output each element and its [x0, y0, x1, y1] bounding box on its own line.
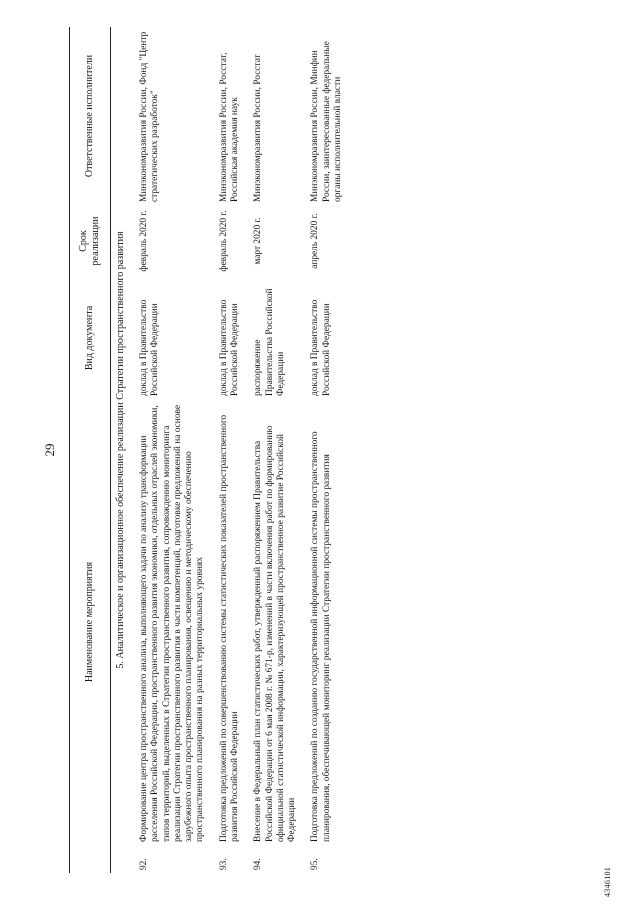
deadline: апрель 2020 г.: [310, 213, 321, 269]
measure-name: Подготовка предложений по совершенствованию системы статистических показателей пространственного развития Российской Федерации: [218, 414, 240, 842]
header-num: [70, 845, 111, 873]
table-header-row: [70, 27, 111, 873]
row-number: 93.: [218, 858, 229, 870]
header-responsible: Ответственные исполнители: [70, 27, 111, 205]
responsible-executors: Минэкономразвития России, Росстат: [253, 54, 264, 202]
table-row: [249, 27, 306, 873]
measure-name: Внесение в Федеральный план статистических работ, утвержденный распоряжением Правительства Российской Федерации от 6 мая 2008 г. № 671-р, изменений в части включения работ по формированию официальной статистической информации, характеризующей пространственное развитие Российской Федерации: [253, 425, 298, 842]
deadline: февраль 2020 г.: [218, 210, 229, 272]
measure-name: Формирование центра пространственного анализа, выполняющего задачи по анализу трансформации расселения Российской Федерации, пространственного развития экономики, отдельных отраслей экономики, типов территорий, выделенных в Стратегии пространственного развития, сопровождению мониторинга реализации Стратегии пространственного развития в части компетенций, подготовке предложений на основе зарубежного опыта пространственного планирования, освещению и методическому обеспечению пространственного планирования на разных территориальных уровнях: [139, 404, 206, 842]
section-title: 5. Аналитическое и организационное обеспечение реализации Стратегии пространственного развития: [115, 231, 126, 669]
page-number: 29: [42, 443, 57, 457]
document-type: доклад в Правительство Российской Федерации: [218, 299, 240, 396]
row-number: 92.: [139, 858, 149, 870]
row-number: 94.: [253, 858, 264, 870]
responsible-executors: Минэкономразвития России, Минфин России, заинтересованные федеральные органы исполнительной власти: [310, 41, 343, 202]
footer-code: 4346101: [603, 866, 612, 897]
header-name: Наименование мероприятия: [70, 399, 111, 845]
deadline: февраль 2020 г.: [139, 210, 149, 272]
header-doc-type: Вид документа: [70, 277, 111, 399]
document-type: доклад в Правительство Российской Федерации: [139, 299, 161, 396]
table-row: [135, 27, 215, 873]
row-number: 95.: [310, 858, 321, 870]
document-type: распоряжение Правительства Российской Федерации: [253, 288, 286, 396]
header-deadline: Срок реализации: [70, 205, 111, 277]
measures-table: [69, 27, 352, 873]
responsible-executors: Минэкономразвития России, Фонд "Центр стратегических разработок": [139, 31, 161, 202]
responsible-executors: Минэкономразвития России, Росстат, Российская академия наук: [218, 52, 240, 202]
measure-name: Подготовка предложений по созданию государственной информационной системы пространственного планирования, обеспечивающей мониторинг реализации Стратегии пространственного развития: [310, 431, 332, 842]
document-type: доклад в Правительство Российской Федерации: [310, 299, 332, 396]
table-row: [215, 27, 250, 873]
deadline: март 2020 г.: [253, 217, 264, 265]
table-row: [306, 27, 352, 873]
section-row: [111, 27, 136, 873]
